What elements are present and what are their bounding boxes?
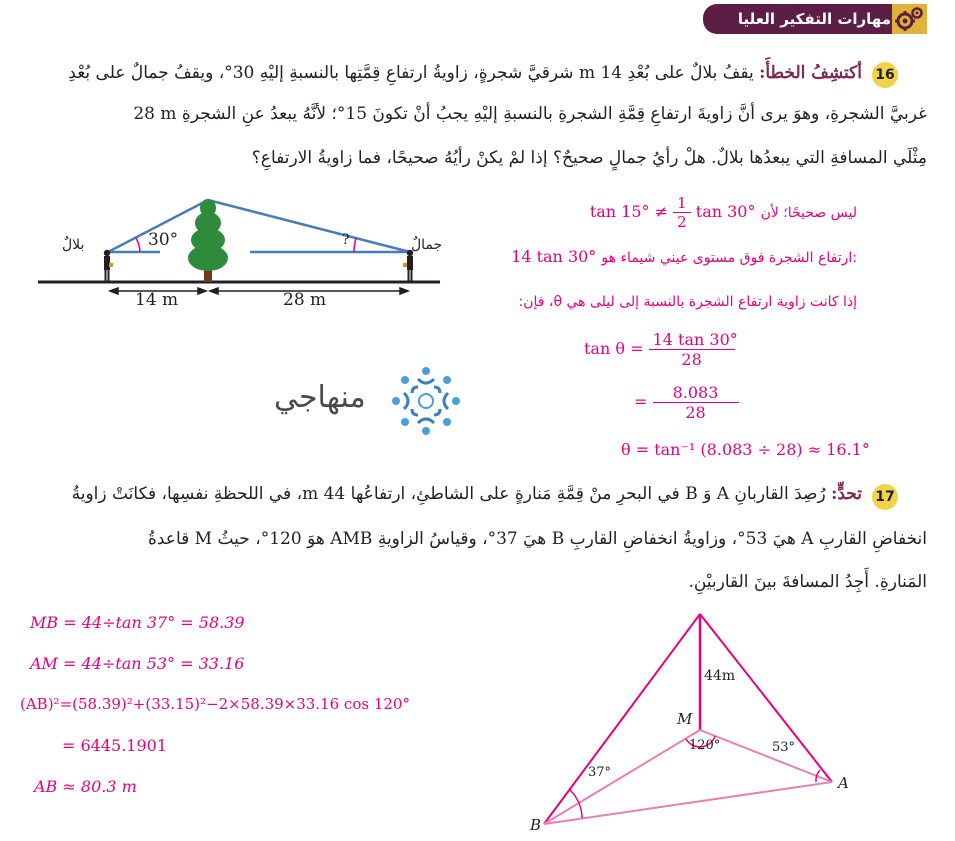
- q17-solution-line-1: MB = 44÷tan 37° = 58.39: [30, 613, 245, 632]
- label-angle-120: 120°: [689, 738, 721, 753]
- solution-eq-3: θ = tan⁻¹ (8.083 ÷ 28) ≈ 16.1°: [621, 440, 870, 459]
- distance-label-14: 14 m: [135, 290, 179, 310]
- angle-arc-right: [354, 238, 356, 252]
- q17-solution-line-5: AB ≈ 80.3 m: [34, 777, 137, 796]
- q17-lead: تحدٍّ:: [831, 484, 862, 504]
- solution-eq-2: = $\frac{8.083}{28}$: [634, 383, 739, 422]
- solution-line-2: 14 tan 30° ارتفاع الشجرة فوق مستوى عيني شيماء هو:: [511, 247, 857, 266]
- solution-line-3: إذا كانت زاوية ارتفاع الشجرة بالنسبة إلى ليلى هي θ، فإن:: [518, 294, 857, 310]
- q17-line-2: انخفاضِ القاربِ A هيَ 53°، وزاويةُ انخفاضِ القاربِ B هيَ 37°، وقياسُ الزاويةِ AMB هوَ 120°، حيثُ M قاعدةُ: [147, 529, 927, 549]
- label-point-a: A: [838, 774, 849, 792]
- q16-text-1: يقفُ بلالٌ على بُعْدِ 14 m شرقيَّ شجرةٍ، زاويةُ ارتفاعِ قِمَّتِها بالنسبةِ إليْهِ 30°، ويقفُ جمالٌ على بُعْدِ: [68, 63, 754, 83]
- gears-icon: [892, 4, 927, 34]
- angle-arc-left: [136, 238, 140, 252]
- manhaji-logo-text: منهاجي: [274, 380, 366, 415]
- question-number-16: 16: [872, 62, 898, 88]
- manhaji-logo-icon: [386, 362, 466, 440]
- sightline-right: [208, 200, 410, 252]
- q16-line-2: 28 m غربيَّ الشجرةِ، وهوَ يرى أنَّ زاويةَ ارتفاعِ قِمَّةِ الشجرةِ بالنسبةِ إليْهِ يجبُ أنْ تكونَ 15°؛ لأنَّهُ يبعدُ عنِ الشجرةِ: [133, 104, 927, 124]
- q16-line-3: مِثْلَي المسافةِ التي يبعدُها بلالٌ. هلْ رأيُ جمالٍ صحيحٌ؟ إذا لمْ يكنْ رأيُهُ صحيحًا، فما زاويةُ الارتفاعِ؟: [251, 148, 927, 168]
- label-point-m: M: [677, 710, 693, 728]
- question-number-17: 17: [872, 484, 898, 510]
- label-angle-53: 53°: [772, 740, 796, 755]
- person-label-jamal: جمالٌ: [411, 237, 443, 253]
- q17-line-3: المَنارةِ. أَجِدُ المسافةَ بينَ القاربيْنِ.: [688, 572, 927, 592]
- tree-diagram: [30, 190, 450, 320]
- label-height-44: 44m: [704, 668, 736, 684]
- person-label-bilal: بلالٌ: [62, 237, 85, 253]
- distance-label-28: 28 m: [283, 290, 327, 310]
- q17-solution-line-2: AM = 44÷tan 53° = 33.16: [30, 654, 245, 673]
- angle-label-unknown: ?: [342, 232, 350, 248]
- label-point-b: B: [530, 816, 542, 834]
- edge-m-b: [544, 730, 700, 824]
- person-right-icon: [403, 250, 413, 281]
- edge-a-b: [544, 782, 832, 824]
- q17-solution-line-3: (AB)²=(58.39)²+(33.15)²−2×58.39×33.16 cos 120°: [20, 695, 410, 713]
- section-title: مهارات التفكير العليا: [737, 10, 891, 28]
- solution-line-1: tan 15° ≠ $\frac{1}{2}$ tan 30° ليس صحيحًا؛ لأن: [589, 194, 857, 231]
- q16-line-1: [22, 54, 862, 93]
- label-angle-37: 37°: [588, 765, 612, 780]
- q17-solution-line-4: = 6445.1901: [62, 736, 168, 755]
- q16-lead: أكتشِفُ الخطأَ:: [759, 63, 862, 83]
- tree-icon: [188, 199, 228, 282]
- person-left-icon: [104, 250, 113, 281]
- solution-eq-1: tan θ = $\frac{14 \tan 30^\circ}{28}$: [584, 330, 738, 369]
- q17-line-1: [22, 475, 862, 514]
- q17-text-1: رُصِدَ القاربانِ A وَ B في البحرِ منْ قِمَّةِ مَنارةٍ على الشاطئِ، ارتفاعُها 44 m، في اللحظةِ نفسِها، فكانَتْ زاويةُ: [71, 484, 826, 504]
- angle-label-30: 30°: [148, 230, 179, 250]
